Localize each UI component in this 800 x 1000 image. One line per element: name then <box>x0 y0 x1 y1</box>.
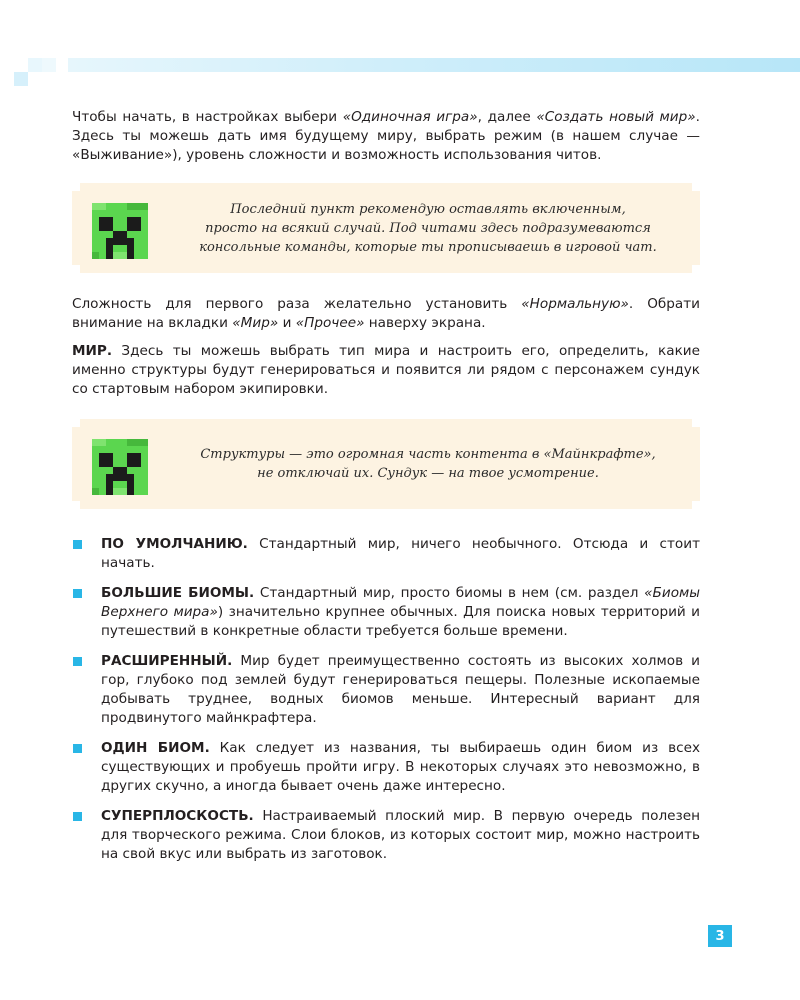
bullet-square-icon <box>73 540 82 549</box>
header-pixel-decoration <box>42 58 56 72</box>
list-item: БОЛЬШИЕ БИОМЫ. Стандартный мир, просто биомы в нем (см. раздел «Биомы Верхнего мира») значительно крупнее обычных. Для поиска новых территорий и путешествий в конкретные области требуется больше времени. <box>72 584 700 641</box>
header-pixel-decoration <box>28 58 42 72</box>
tip-box-structures <box>72 419 700 509</box>
list-item: СУПЕРПЛОСКОСТЬ. Настраиваемый плоский мир. В первую очередь полезен для творческого режима. Слои блоков, из которых состоит мир, можно настроить на свой вкус или выбрать из заготовок. <box>72 807 700 864</box>
intro-paragraph: Чтобы начать, в настройках выбери «Одиночная игра», далее «Создать новый мир». Здесь ты можешь дать имя будущему миру, выбрать режим (в нашем случае — «Выживание»), уровень сложности и возможность использования читов. <box>72 109 700 163</box>
bullet-square-icon <box>73 744 82 753</box>
page-number: 3 <box>708 925 732 947</box>
list-item: ОДИН БИОМ. Как следует из названия, ты выбираешь один биом из всех существующих и пробуешь пройти игру. В некоторых случаях это невозможно, в других скучно, а иногда бывает очень даже интересно. <box>72 739 700 796</box>
world-paragraph: МИР. Здесь ты можешь выбрать тип мира и настроить его, определить, какие именно структуры будут генерироваться и появится ли рядом с персонажем сундук со стартовым набором экипировки. <box>72 343 700 397</box>
page-content <box>72 108 700 875</box>
tip-text: Последний пункт рекомендую оставлять включенным, просто на всякий случай. Под читами здесь подразумеваются консольные команды, которые ты прописываешь в игровой чат. <box>199 201 657 255</box>
creeper-icon <box>92 203 148 259</box>
bullet-square-icon <box>73 657 82 666</box>
world-type-list <box>72 535 700 864</box>
bullet-square-icon <box>73 589 82 598</box>
header-pixel-decoration <box>14 72 28 86</box>
creeper-icon <box>92 439 148 495</box>
list-item: ПО УМОЛЧАНИЮ. Стандартный мир, ничего необычного. Отсюда и стоит начать. <box>72 535 700 573</box>
tip-text: Структуры — это огромная часть контента в «Майнкрафте», не отключай их. Сундук — на твое усмотрение. <box>200 447 656 481</box>
difficulty-paragraph: Сложность для первого раза желательно установить «Нормальную». Обрати внимание на вкладки «Мир» и «Прочее» наверху экрана. <box>72 296 701 331</box>
header-decoration-bar <box>68 58 800 72</box>
bullet-square-icon <box>73 812 82 821</box>
list-item: РАСШИРЕННЫЙ. Мир будет преимущественно состоять из высоких холмов и гор, глубоко под землей будут генерироваться пещеры. Полезные ископаемые добывать труднее, водных биомов меньше. Интересный вариант для продвинутого майнкрафтера. <box>72 652 700 728</box>
tip-box-cheats <box>72 183 700 273</box>
